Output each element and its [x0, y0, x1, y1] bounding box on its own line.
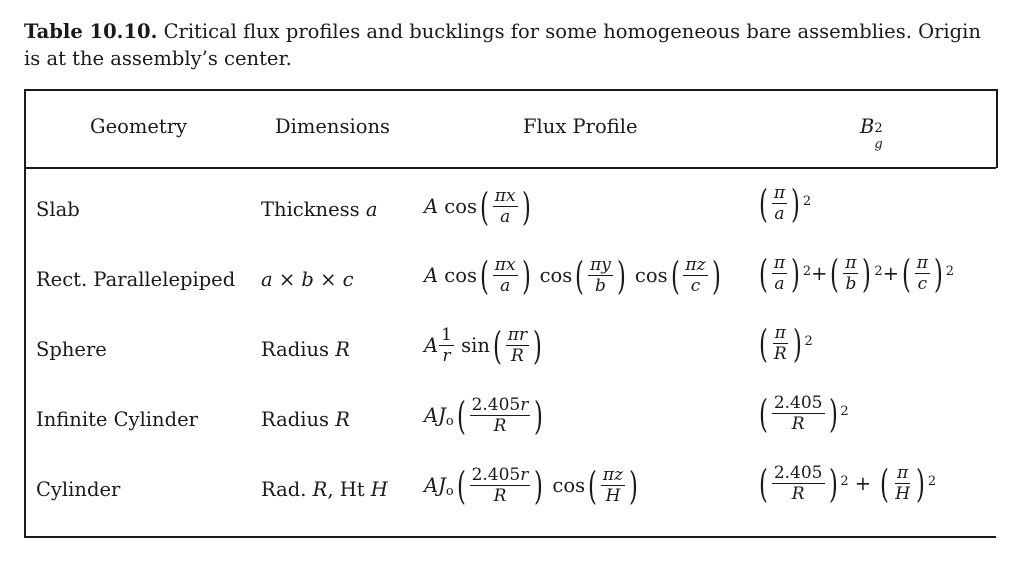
- row-geometry: Infinite Cylinder: [36, 408, 198, 431]
- row-geometry: Cylinder: [36, 478, 121, 501]
- row-geometry: Rect. Parallelepiped: [36, 268, 236, 291]
- row-flux: AJ o ( $\frac{2.405r}{R}$ ): [424, 393, 544, 438]
- row-buckling: ( $\frac{\pi}{a}$ ) 2: [758, 181, 812, 226]
- row-flux: A $\frac{1}{r}$ sin ( $\frac{\pi r}{R}$ ): [424, 323, 542, 368]
- header-flux-profile: Flux Profile: [523, 115, 638, 138]
- caption-label: Table 10.10.: [24, 20, 158, 43]
- row-dimensions: Rad. R, Ht H: [261, 478, 388, 501]
- row-buckling: ( $\frac{2.405}{R}$ ) 2 + ( $\frac{\pi}{H}$ ) 2: [758, 461, 937, 506]
- row-buckling: ( $\frac{\pi}{a}$ ) 2 + ( $\frac{\pi}{b}$ ) 2 + ( $\frac{\pi}{c}$ ) 2: [758, 251, 955, 296]
- row-dimensions: Radius R: [261, 338, 350, 361]
- row-flux: A cos ( $\frac{\pi x}{a}$ ) cos ( $\frac{\pi y}{b}$ ) cos ( $\frac{\pi z}{c}$ ): [424, 253, 721, 298]
- buckling-table: [24, 89, 996, 538]
- row-geometry: Slab: [36, 198, 80, 221]
- caption-text: Critical flux profiles and bucklings for some homogeneous bare assemblies. Origin is at the assembly’s center.: [24, 20, 981, 70]
- row-geometry: Sphere: [36, 338, 107, 361]
- row-buckling: ( $\frac{2.405}{R}$ ) 2: [758, 391, 849, 436]
- row-flux: AJ o ( $\frac{2.405r}{R}$ ) cos ( $\frac{\pi z}{H}$ ): [424, 463, 638, 508]
- row-dimensions: Radius R: [261, 408, 350, 431]
- row-dimensions: Thickness a: [261, 198, 378, 221]
- header-geometry: Geometry: [90, 115, 188, 138]
- header-buckling: B 2 g: [860, 115, 883, 152]
- table-caption: [24, 18, 999, 72]
- header-dimensions: Dimensions: [275, 115, 391, 138]
- row-dimensions: a × b × c: [261, 268, 354, 291]
- row-flux: A cos ( $\frac{\pi x}{a}$ ): [424, 184, 531, 229]
- row-buckling: ( $\frac{\pi}{R}$ ) 2: [758, 321, 813, 366]
